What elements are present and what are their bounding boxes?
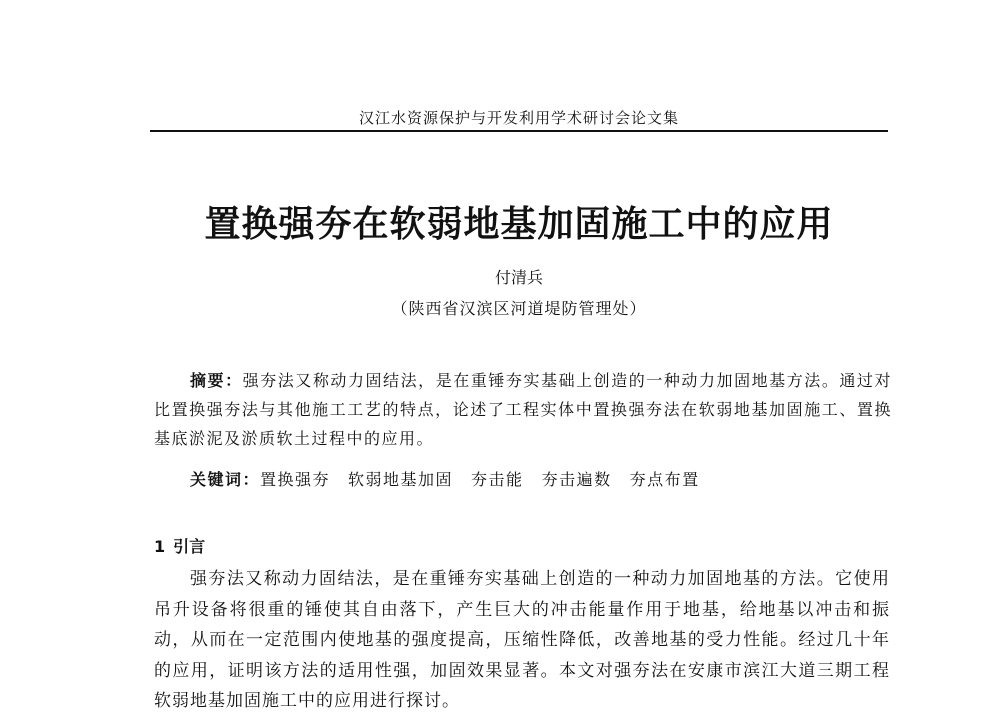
header-rule (150, 130, 888, 132)
running-header: 汉江水资源保护与开发利用学术研讨会论文集 (358, 109, 679, 127)
keywords (190, 468, 890, 492)
section-heading (154, 535, 205, 559)
section-title: 引言 (173, 537, 206, 556)
author: 付清兵 (494, 268, 543, 287)
abstract-text: 强夯法又称动力固结法，是在重锤夯实基础上创造的一种动力加固地基方法。通过对比置换强夯法与其他施工工艺的特点，论述了工程实体中置换强夯法在软弱地基加固施工、置换基底淤泥及淤质软土过程中的应用。 (154, 371, 892, 448)
keyword: 夯击遍数 (541, 470, 612, 489)
keyword: 夯击能 (471, 470, 524, 489)
keyword: 软弱地基加固 (348, 470, 454, 489)
paper-title: 置换强夯在软弱地基加固施工中的应用 (204, 203, 834, 245)
keyword: 夯点布置 (629, 470, 700, 489)
abstract-label: 摘要： (190, 371, 243, 390)
keyword: 置换强夯 (260, 470, 331, 489)
section-number: 1 (154, 537, 166, 556)
keywords-label: 关键词： (190, 470, 261, 489)
body-paragraph: 强夯法又称动力固结法，是在重锤夯实基础上创造的一种动力加固地基的方法。它使用吊升设备将很重的锤使其自由落下，产生巨大的冲击能量作用于地基，给地基以冲击和振动，从而在一定范围内使地基的强度提高，压缩性降低，改善地基的受力性能。经过几十年的应用，证明该方法的适用性强，加固效果显著。本文对强夯法在安康市滨江大道三期工程软弱地基加固施工中的应用进行探讨。 (154, 569, 890, 711)
affiliation: （陕西省汉滨区河道堤防管理处） (391, 299, 647, 318)
abstract (154, 366, 892, 453)
